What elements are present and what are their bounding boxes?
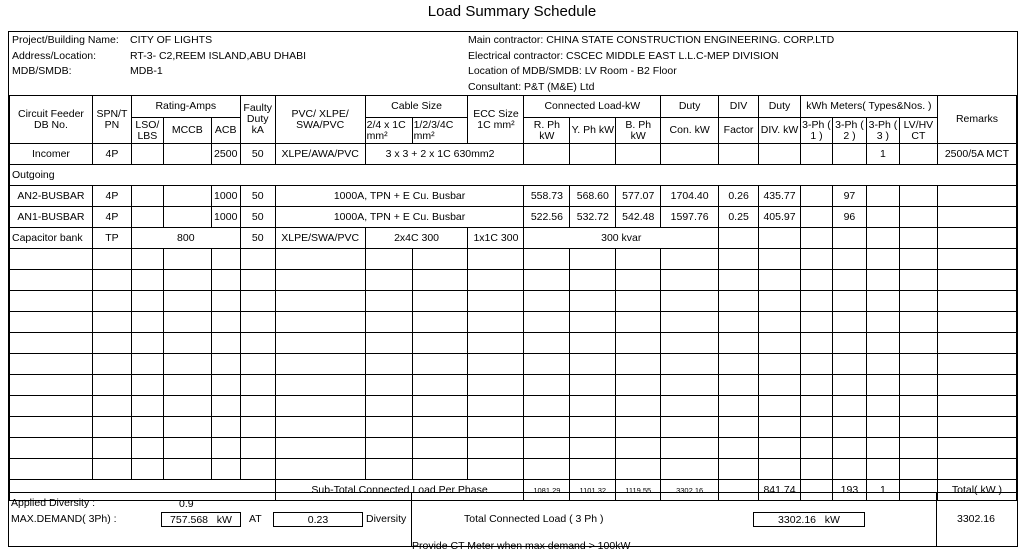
capacitor-row: Capacitor bank TP 800 50 XLPE/SWA/PVC 2x4C 300 1x1C 300 300 kvar [10,228,1017,249]
diversity-value: 0.23 [273,512,363,527]
pvc-header: PVC/ XLPE/ SWA/PVC [275,96,365,144]
project-name-row: Project/Building Name: CITY OF LIGHTS [12,33,306,49]
div-header: DIV [719,96,759,118]
div-kw-header: DIV. kW [759,118,801,144]
max-demand-unit: kW [216,514,232,526]
load-schedule-table [9,95,1017,501]
busbar-row: AN1-BUSBAR 4P 1000 50 1000A, TPN + E Cu. Busbar 522.56 532.72 542.48 1597.76 0.25 405.97 96 [10,207,1017,228]
duty2-header: Duty [759,96,801,118]
factor-header: Factor [719,118,759,144]
duty-header: Duty [661,96,719,118]
empty-row [10,354,1017,375]
y-phase-header: Y. Ph kW [570,118,616,144]
empty-row [10,270,1017,291]
lso-header: LSO/ LBS [131,118,163,144]
faulty-duty-header: Faulty Duty kA [240,96,275,144]
meter-2-header: 3-Ph ( 2 ) [832,118,866,144]
empty-row [10,375,1017,396]
total-connected-load-unit: kW [824,514,840,526]
empty-row [10,417,1017,438]
subtotal-row: Sub-Total Connected Load Per Phase 1081.29 1101.32 1119.55 3302.16 841.74 193 1 Total( kW ) [10,480,1017,501]
max-demand-label: MAX.DEMAND( 3Ph) : [11,513,117,525]
diversity-label: Diversity [366,513,407,525]
kwh-meters-header: kWh Meters( Types&Nos. ) [800,96,937,118]
rating-amps-header: Rating-Amps [131,96,240,118]
acb-header: ACB [211,118,240,144]
ct-meter-note: Provide CT Meter when max demand > 100kW [412,540,631,552]
ecc-size-header: ECC Size 1C mm² [468,96,524,144]
empty-row [10,333,1017,354]
circuit-feeder-header: Circuit Feeder DB No. [10,96,93,144]
project-info-right [468,33,834,95]
meter-3-header: 3-Ph ( 3 ) [866,118,899,144]
b-phase-header: B. Ph kW [616,118,661,144]
electrical-contractor: Electrical contractor: CSCEC MIDDLE EAST L.L.C-MEP DIVISION [468,49,779,62]
spn-header: SPN/T PN [92,96,131,144]
total-connected-load-box [753,512,865,527]
empty-row [10,396,1017,417]
empty-row [10,459,1017,480]
main-contractor: Main contractor: CHINA STATE CONSTRUCTION ENGINEERING. CORP.LTD [468,34,835,46]
project-info-left [12,33,306,80]
max-demand-value: 757.568 [170,514,209,526]
empty-row [10,291,1017,312]
mccb-header: MCCB [163,118,211,144]
total-connected-load-label: Total Connected Load ( 3 Ph ) [464,513,604,525]
lvhv-ct-header: LV/HV CT [899,118,937,144]
applied-diversity-label: Applied Diversity : [11,497,96,509]
cable-size-header: Cable Size [365,96,468,118]
incomer-row: Incomer 4P 2500 50 XLPE/AWA/PVC 3 x 3 + 2 x 1C 630mm2 1 2500/5A MCT [10,144,1017,165]
project-name-value: CITY OF LIGHTS [130,34,213,46]
subtotal-label: Sub-Total Connected Load Per Phase [275,480,524,501]
mdb-row: MDB/SMDB: MDB-1 [12,64,306,80]
applied-diversity-value: 0.9 [179,498,194,510]
cable-b-header: 1/2/3/4C mm² [412,118,468,144]
empty-row [10,438,1017,459]
address-value: RT-3- C2,REEM ISLAND,ABU DHABI [130,49,307,62]
connected-load-header: Connected Load-kW [524,96,661,118]
total-connected-load-value: 3302.16 [778,514,817,526]
empty-row [10,312,1017,333]
grand-total-value: 3302.16 [957,513,995,525]
at-label: AT [249,513,262,525]
consultant: Consultant: P&T (M&E) Ltd [468,80,595,93]
page-title: Load Summary Schedule [427,3,597,20]
busbar-row: AN2-BUSBAR 4P 1000 50 1000A, TPN + E Cu. Busbar 558.73 568.60 577.07 1704.40 0.26 435.77 97 [10,186,1017,207]
cable-a-header: 2/4 x 1C mm² [365,118,412,144]
con-kw-header: Con. kW [661,118,719,144]
footer-summary [9,492,1017,547]
empty-row [10,249,1017,270]
address-row: Address/Location: RT-3- C2,REEM ISLAND,ABU DHABI [12,49,306,65]
remarks-header: Remarks [937,96,1016,144]
mdb-value: MDB-1 [130,65,163,77]
meter-1-header: 3-Ph ( 1 ) [802,118,831,142]
blank-rows [10,249,1017,480]
max-demand-box [161,512,241,527]
mdb-location: Location of MDB/SMDB: LV Room - B2 Floor [468,65,677,77]
header-row-1 [10,96,1017,118]
outgoing-row: Outgoing [10,165,1017,186]
load-summary-sheet [8,31,1018,547]
r-phase-header: R. Ph kW [524,118,570,144]
